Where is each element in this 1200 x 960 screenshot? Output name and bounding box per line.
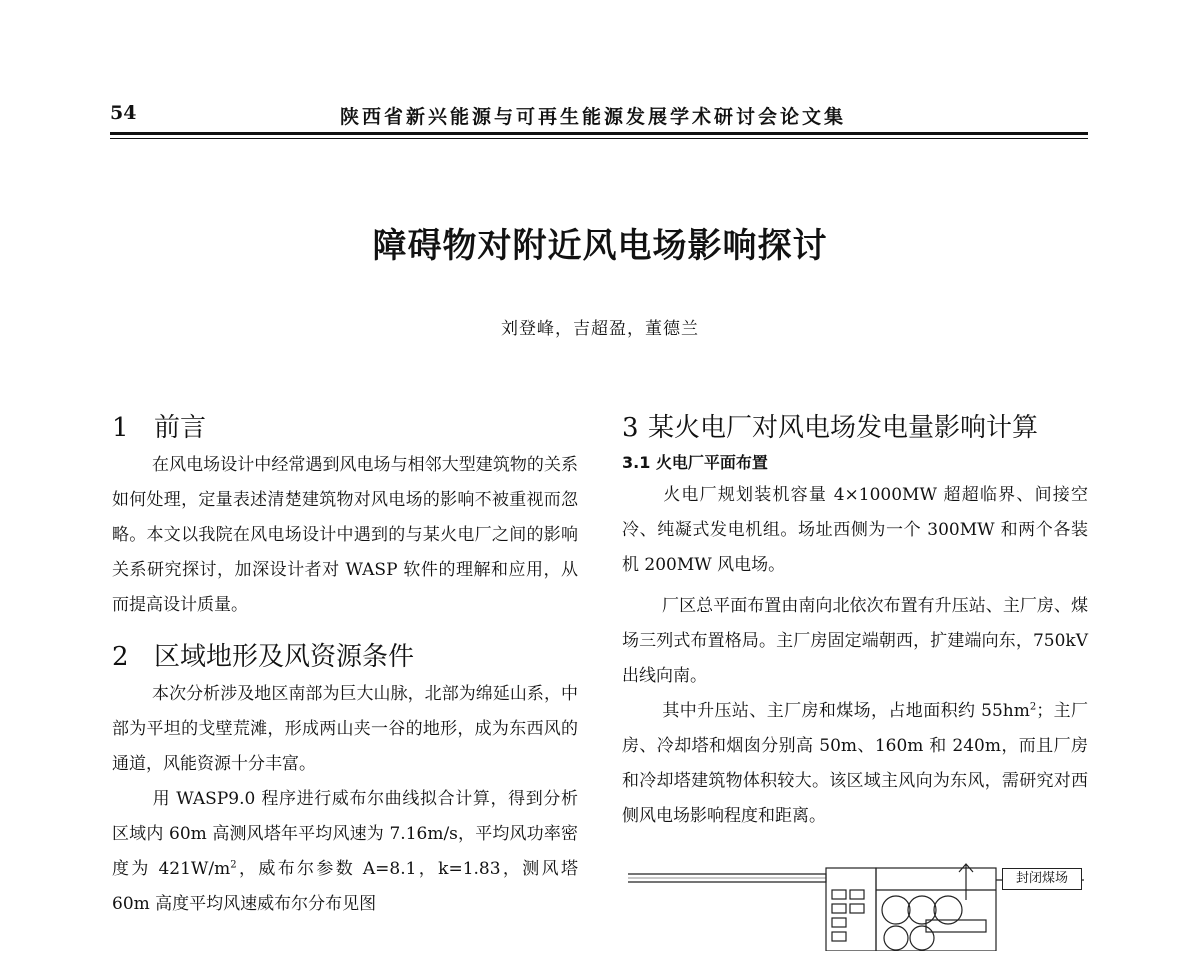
section-1-paragraph xyxy=(112,448,578,623)
section-3-number: 3 xyxy=(622,413,639,443)
section-3-paragraph-3 xyxy=(622,694,1088,834)
page-number: 54 xyxy=(110,102,137,124)
section-2-paragraph-2 xyxy=(112,782,578,922)
subsection-3-1-heading: 3.1 火电厂平面布置 xyxy=(622,453,768,472)
section-3-paragraph-1-text: 火电厂规划装机容量 4×1000MW 超超临界、间接空冷、纯凝式发电机组。场址西侧为一个 300MW 和两个各装机 200MW 风电场。 xyxy=(622,485,1088,575)
section-2-heading xyxy=(112,637,578,677)
site-plan-figure xyxy=(626,860,1086,960)
running-title: 陕西省新兴能源与可再生能源发展学术研讨会论文集 xyxy=(340,106,847,128)
section-2-paragraph-2-text-b: ，威布尔参数 A=8.1，k=1.83，测风塔 60m 高度平均风速威布尔分布见图 xyxy=(112,859,578,914)
section-1-heading xyxy=(112,408,578,448)
section-3-paragraph-3-text-b: ；主厂房、冷却塔和烟囱分别高 50m、160m 和 240m，而且厂房和冷却塔建筑物体积较大。该区域主风向为东风，需研究对西侧风电场影响程度和距离。 xyxy=(622,701,1089,826)
figure-label-closed-coal-yard: 封闭煤场 xyxy=(1002,868,1082,890)
section-2-number: 2 xyxy=(112,642,129,672)
section-2-title: 区域地形及风资源条件 xyxy=(154,642,415,672)
section-3-title: 某火电厂对风电场发电量影响计算 xyxy=(648,413,1039,443)
superscript: 2 xyxy=(230,859,237,871)
header-rule-thin xyxy=(110,138,1088,139)
section-3-paragraph-2 xyxy=(622,589,1088,694)
section-3-paragraph-3-text-a: 其中升压站、主厂房和煤场，占地面积约 55hm xyxy=(662,701,1030,721)
section-1-title: 前言 xyxy=(154,413,207,443)
section-3-paragraph-2-text: 厂区总平面布置由南向北依次布置有升压站、主厂房、煤场三列式布置格局。主厂房固定端朝西，扩建端向东，750kV 出线向南。 xyxy=(622,596,1088,686)
section-2-paragraph-1-text: 本次分析涉及地区南部为巨大山脉，北部为绵延山系，中部为平坦的戈壁荒滩，形成两山夹一谷的地形，成为东西风的通道，风能资源十分丰富。 xyxy=(112,684,578,774)
superscript: 2 xyxy=(1029,701,1037,713)
paper-authors: 刘登峰，吉超盈，董德兰 xyxy=(501,319,699,339)
section-3-heading xyxy=(622,408,1088,448)
right-column xyxy=(622,408,1088,834)
header-rule-thick xyxy=(110,132,1088,135)
section-2-paragraph-1 xyxy=(112,677,578,782)
section-1-paragraph-text: 在风电场设计中经常遇到风电场与相邻大型建筑物的关系如何处理，定量表述清楚建筑物对风电场的影响不被重视而忽略。本文以我院在风电场设计中遇到的与某火电厂之间的影响关系研究探讨，加深设计者对 WASP 软件的理解和应用，从而提高设计质量。 xyxy=(112,455,578,615)
section-2-paragraph-2-text-a: 用 WASP9.0 程序进行威布尔曲线拟合计算，得到分析区域内 60m 高测风塔年平均风速为 7.16m/s，平均风功率密度为 421W/m xyxy=(112,789,578,879)
left-column xyxy=(112,408,578,922)
paper-title: 障碍物对附近风电场影响探讨 xyxy=(372,226,828,266)
section-3-paragraph-1 xyxy=(622,478,1088,583)
section-1-number: 1 xyxy=(112,413,129,443)
